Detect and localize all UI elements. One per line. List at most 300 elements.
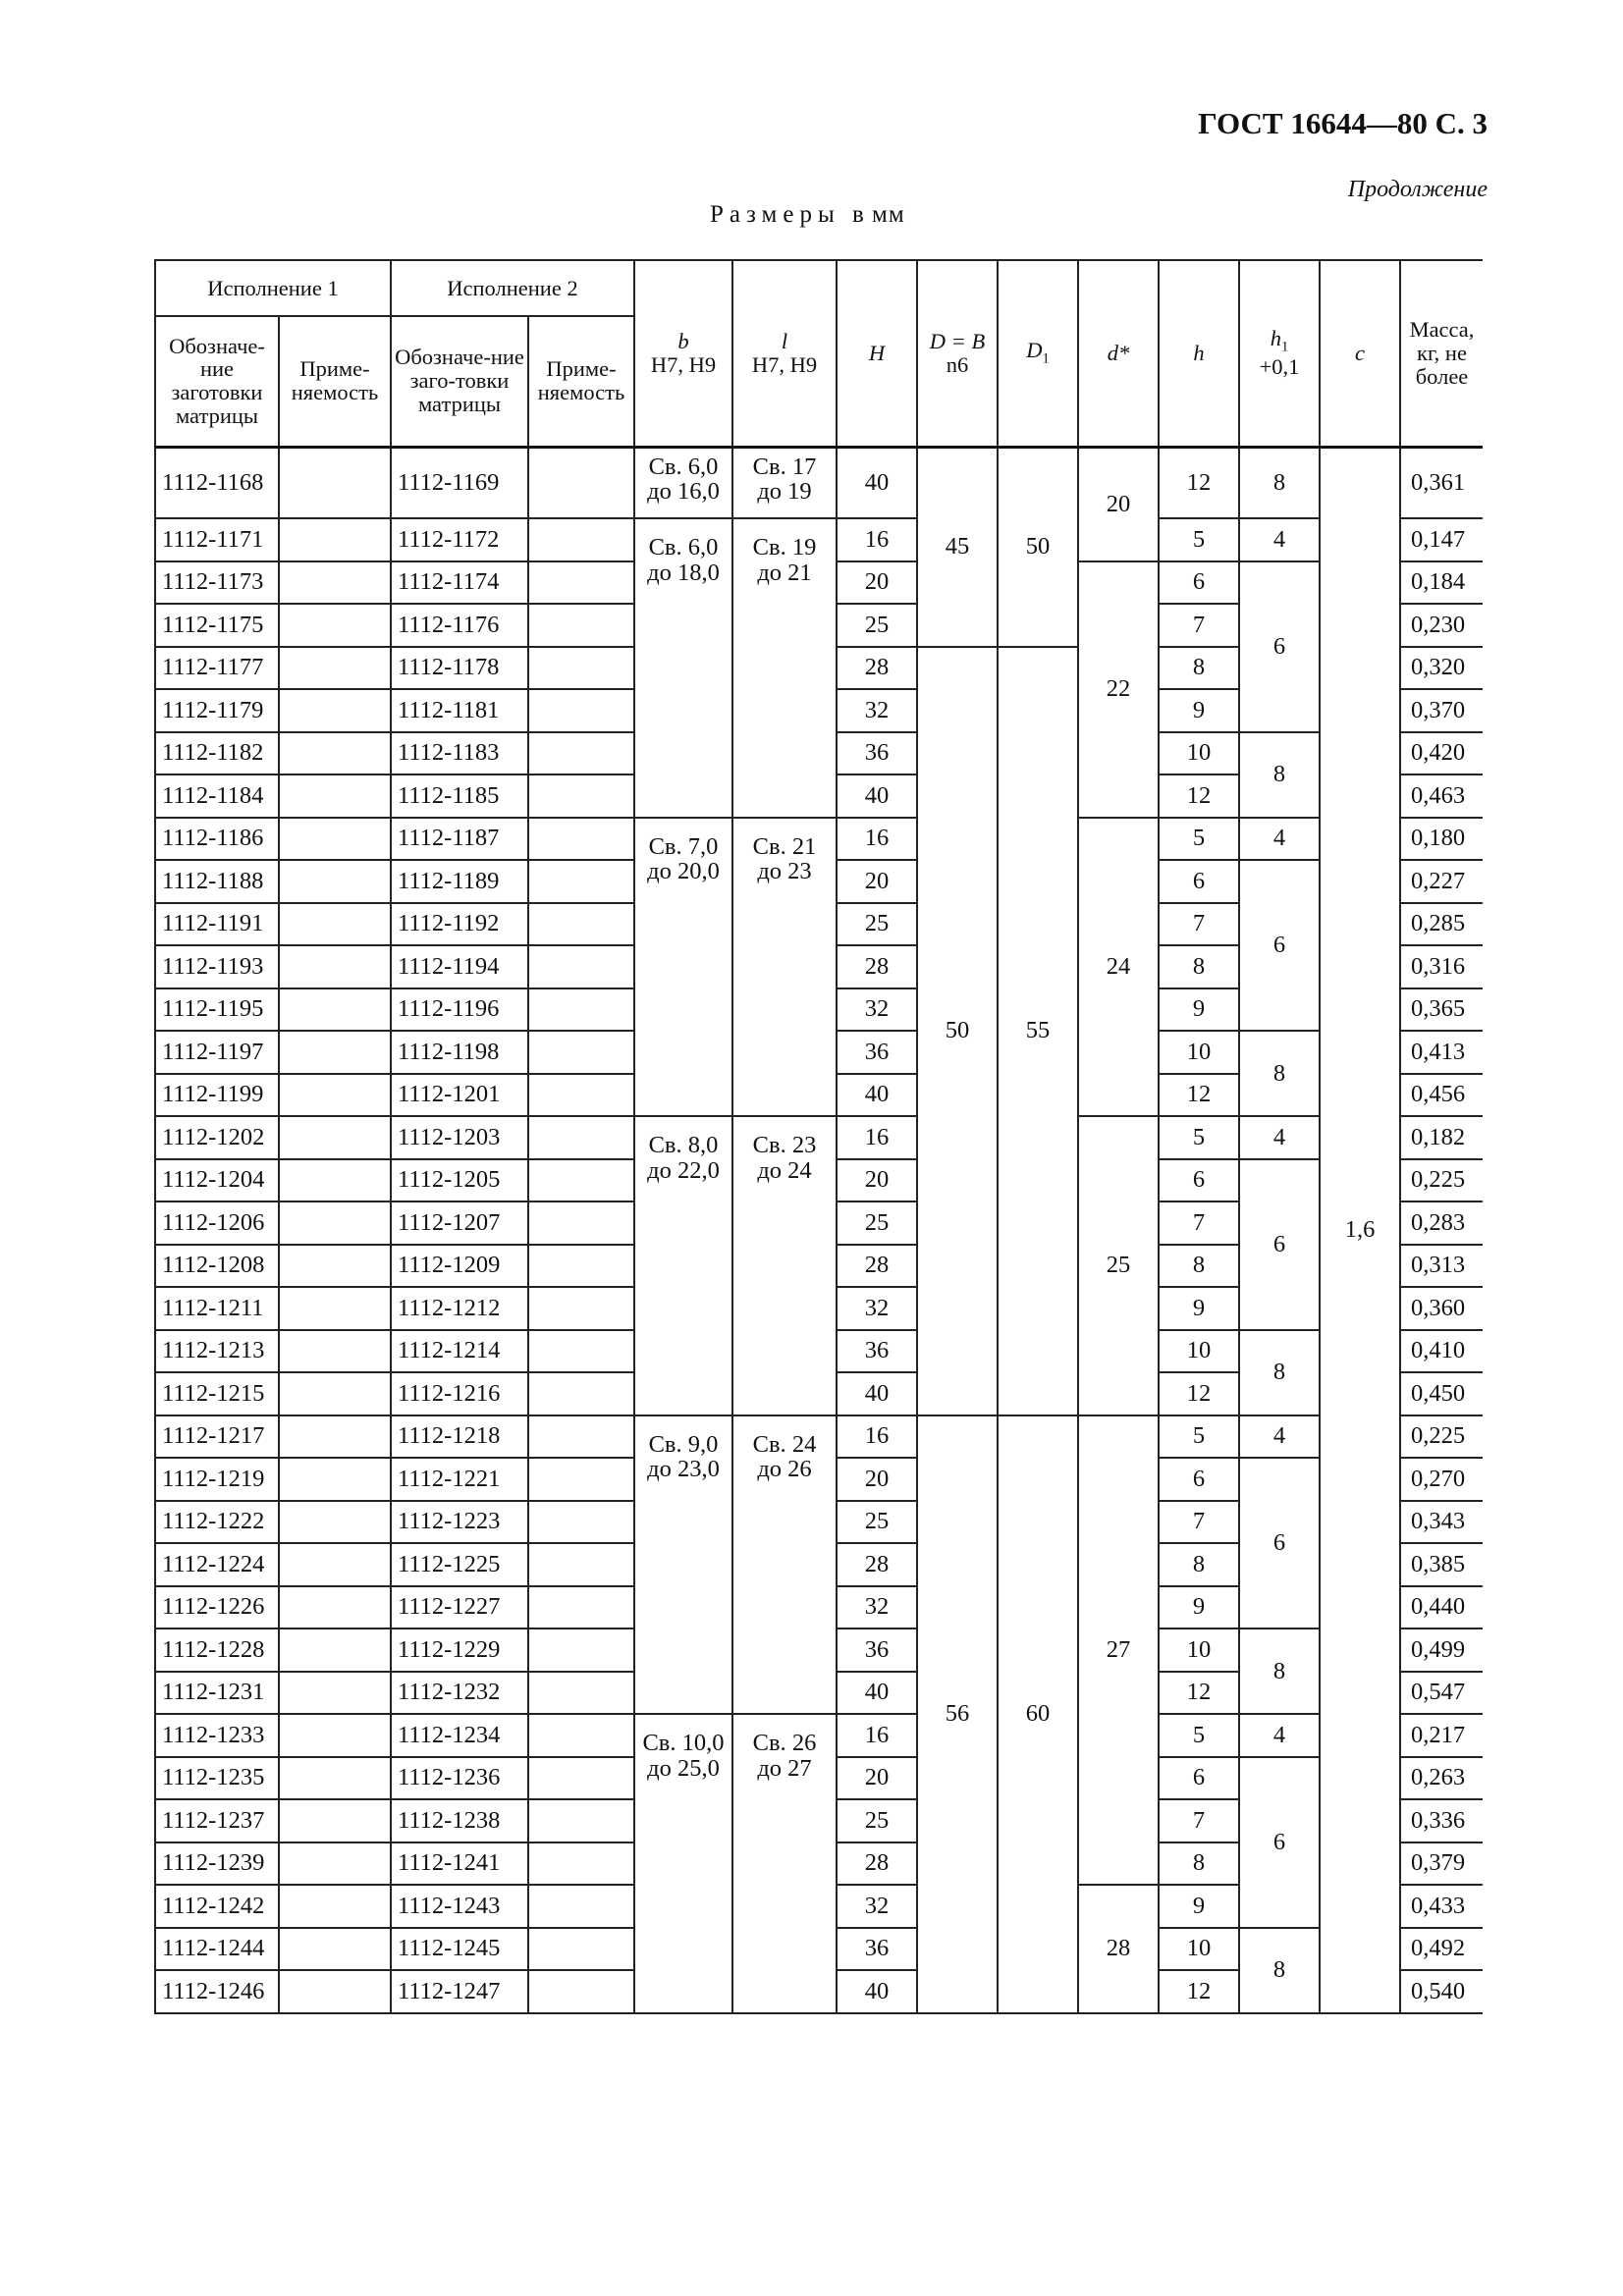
dimensions-unit: в мм	[852, 201, 905, 228]
b-range-from: Св. 9,0	[648, 1430, 719, 1458]
b-range-from: Св. 6,0	[648, 453, 719, 480]
mass-cell: 0,343	[1400, 1501, 1483, 1544]
mass-cell: 0,440	[1400, 1586, 1483, 1629]
designation-1-cell: 1112-1237	[155, 1799, 279, 1842]
applicability-2-cell	[528, 1970, 634, 2013]
col-header-b	[634, 260, 732, 447]
designation-2-cell: 1112-1172	[391, 518, 528, 561]
H-cell: 25	[837, 903, 917, 946]
designation-2-cell: 1112-1203	[391, 1116, 528, 1159]
mass-cell: 0,413	[1400, 1031, 1483, 1074]
l-range-from: Св. 19	[752, 534, 817, 561]
applicability-2-cell	[528, 1672, 634, 1715]
designation-2-cell: 1112-1185	[391, 774, 528, 818]
b-range-to: до 18,0	[647, 559, 720, 586]
mass-cell: 0,313	[1400, 1245, 1483, 1288]
applicability-2-cell	[528, 689, 634, 732]
D1-cell: 55	[998, 647, 1078, 1415]
H-cell: 32	[837, 988, 917, 1032]
b-range-cell	[634, 818, 732, 1117]
applicability-1-cell	[279, 774, 391, 818]
designation-2-cell: 1112-1178	[391, 647, 528, 690]
applicability-1-cell	[279, 518, 391, 561]
applicability-2-cell	[528, 1159, 634, 1202]
H-cell: 28	[837, 1543, 917, 1586]
designation-1-cell: 1112-1171	[155, 518, 279, 561]
applicability-2-cell	[528, 1885, 634, 1928]
col-header-D-B	[917, 260, 998, 447]
designation-2-cell: 1112-1232	[391, 1672, 528, 1715]
mass-cell: 0,336	[1400, 1799, 1483, 1842]
D-B-cell: 50	[917, 647, 998, 1415]
applicability-1-cell	[279, 945, 391, 988]
mass-cell: 0,379	[1400, 1842, 1483, 1886]
applicability-1-cell	[279, 1842, 391, 1886]
applicability-2-cell	[528, 1074, 634, 1117]
designation-1-cell: 1112-1222	[155, 1501, 279, 1544]
h-cell: 9	[1159, 689, 1239, 732]
designation-2-cell: 1112-1218	[391, 1415, 528, 1459]
H-cell: 40	[837, 1372, 917, 1415]
designation-2-cell: 1112-1227	[391, 1586, 528, 1629]
h-cell: 6	[1159, 561, 1239, 605]
designation-2-cell: 1112-1214	[391, 1330, 528, 1373]
applicability-1-cell	[279, 1970, 391, 2013]
applicability-2-cell	[528, 1714, 634, 1757]
applicability-1-cell	[279, 1458, 391, 1501]
applicability-1-cell	[279, 1629, 391, 1672]
dimensions-caption	[710, 201, 905, 229]
H-cell: 25	[837, 1799, 917, 1842]
applicability-1-cell	[279, 818, 391, 861]
H-cell: 16	[837, 1415, 917, 1459]
designation-1-cell: 1112-1242	[155, 1885, 279, 1928]
col-header-designation-1: Обозначе-ние заготовки матрицы	[155, 316, 279, 447]
H-cell: 25	[837, 1501, 917, 1544]
designation-2-cell: 1112-1207	[391, 1201, 528, 1245]
h-cell: 8	[1159, 1245, 1239, 1288]
applicability-1-cell	[279, 1372, 391, 1415]
mass-cell: 0,433	[1400, 1885, 1483, 1928]
H-cell: 20	[837, 561, 917, 605]
b-range-cell	[634, 518, 732, 818]
d-cell: 27	[1078, 1415, 1159, 1886]
table-row	[155, 1116, 1483, 1159]
designation-1-cell: 1112-1215	[155, 1372, 279, 1415]
applicability-1-cell	[279, 1031, 391, 1074]
document-header-gost: ГОСТ 16644—80 С. 3	[1198, 106, 1488, 140]
H-cell: 32	[837, 1885, 917, 1928]
h-cell: 8	[1159, 1842, 1239, 1886]
col-header-l	[732, 260, 837, 447]
designation-1-cell: 1112-1179	[155, 689, 279, 732]
applicability-2-cell	[528, 1372, 634, 1415]
H-cell: 40	[837, 1074, 917, 1117]
h-cell: 7	[1159, 604, 1239, 647]
H-cell: 25	[837, 1201, 917, 1245]
applicability-2-cell	[528, 1757, 634, 1800]
mass-cell: 0,263	[1400, 1757, 1483, 1800]
h-cell: 12	[1159, 1672, 1239, 1715]
D-B-cell: 56	[917, 1415, 998, 2013]
l-range-to: до 19	[757, 478, 812, 506]
b-range-to: до 20,0	[647, 858, 720, 885]
applicability-1-cell	[279, 561, 391, 605]
designation-2-cell: 1112-1236	[391, 1757, 528, 1800]
b-range-from: Св. 6,0	[648, 534, 719, 561]
d-cell: 22	[1078, 561, 1159, 818]
mass-cell: 0,360	[1400, 1287, 1483, 1330]
l-range-from: Св. 21	[752, 832, 817, 860]
designation-2-cell: 1112-1183	[391, 732, 528, 775]
designation-1-cell: 1112-1224	[155, 1543, 279, 1586]
h-cell: 9	[1159, 1885, 1239, 1928]
applicability-1-cell	[279, 988, 391, 1032]
applicability-1-cell	[279, 1885, 391, 1928]
applicability-2-cell	[528, 1842, 634, 1886]
table-body	[155, 447, 1483, 2013]
applicability-2-cell	[528, 447, 634, 518]
mass-cell: 0,370	[1400, 689, 1483, 732]
l-range-from: Св. 23	[752, 1132, 817, 1158]
D-B-cell: 45	[917, 447, 998, 647]
designation-1-cell: 1112-1197	[155, 1031, 279, 1074]
h-cell: 7	[1159, 1201, 1239, 1245]
applicability-1-cell	[279, 689, 391, 732]
H-cell: 36	[837, 732, 917, 775]
H-cell: 40	[837, 1970, 917, 2013]
applicability-2-cell	[528, 1458, 634, 1501]
l-range-to: до 21	[757, 559, 812, 586]
applicability-1-cell	[279, 1799, 391, 1842]
designation-1-cell: 1112-1182	[155, 732, 279, 775]
h1-symbol: h	[1270, 326, 1281, 351]
designation-2-cell: 1112-1187	[391, 818, 528, 861]
designation-1-cell: 1112-1204	[155, 1159, 279, 1202]
designation-1-cell: 1112-1202	[155, 1116, 279, 1159]
mass-cell: 0,420	[1400, 732, 1483, 775]
applicability-1-cell	[279, 647, 391, 690]
applicability-1-cell	[279, 1586, 391, 1629]
l-tolerance: H7, H9	[751, 351, 818, 377]
applicability-2-cell	[528, 1201, 634, 1245]
mass-cell: 0,410	[1400, 1330, 1483, 1373]
h1-cell: 6	[1239, 561, 1320, 732]
applicability-2-cell	[528, 818, 634, 861]
h-cell: 6	[1159, 1159, 1239, 1202]
designation-1-cell: 1112-1233	[155, 1714, 279, 1757]
h-cell: 10	[1159, 1330, 1239, 1373]
designation-2-cell: 1112-1225	[391, 1543, 528, 1586]
H-cell: 16	[837, 518, 917, 561]
applicability-2-cell	[528, 732, 634, 775]
H-cell: 40	[837, 1672, 917, 1715]
h1-cell: 4	[1239, 1415, 1320, 1459]
table-row	[155, 518, 1483, 561]
designation-1-cell: 1112-1213	[155, 1330, 279, 1373]
b-range-cell	[634, 1415, 732, 1715]
H-cell: 36	[837, 1928, 917, 1971]
applicability-2-cell	[528, 1586, 634, 1629]
col-header-mass: Масса, кг, не более	[1400, 260, 1483, 447]
applicability-2-cell	[528, 1415, 634, 1459]
designation-2-cell: 1112-1209	[391, 1245, 528, 1288]
designation-2-cell: 1112-1174	[391, 561, 528, 605]
applicability-1-cell	[279, 860, 391, 903]
H-cell: 20	[837, 1757, 917, 1800]
mass-cell: 0,463	[1400, 774, 1483, 818]
l-range-cell	[732, 818, 837, 1117]
mass-cell: 0,385	[1400, 1543, 1483, 1586]
applicability-1-cell	[279, 1672, 391, 1715]
H-cell: 32	[837, 689, 917, 732]
designation-2-cell: 1112-1234	[391, 1714, 528, 1757]
applicability-1-cell	[279, 1116, 391, 1159]
designation-2-cell: 1112-1198	[391, 1031, 528, 1074]
h-cell: 5	[1159, 1714, 1239, 1757]
D1-symbol: D	[1026, 338, 1043, 363]
h-cell: 9	[1159, 1287, 1239, 1330]
b-range-cell	[634, 447, 732, 518]
h-cell: 7	[1159, 1799, 1239, 1842]
H-cell: 20	[837, 860, 917, 903]
applicability-2-cell	[528, 860, 634, 903]
applicability-2-cell	[528, 945, 634, 988]
designation-2-cell: 1112-1201	[391, 1074, 528, 1117]
l-range-cell	[732, 518, 837, 818]
h-cell: 10	[1159, 1031, 1239, 1074]
designation-2-cell: 1112-1196	[391, 988, 528, 1032]
applicability-2-cell	[528, 1245, 634, 1288]
H-cell: 25	[837, 604, 917, 647]
mass-cell: 0,270	[1400, 1458, 1483, 1501]
applicability-1-cell	[279, 1201, 391, 1245]
b-range-cell	[634, 1714, 732, 2013]
h1-cell: 8	[1239, 447, 1320, 518]
applicability-1-cell	[279, 1757, 391, 1800]
designation-1-cell: 1112-1199	[155, 1074, 279, 1117]
l-range-from: Св. 26	[752, 1730, 817, 1756]
h1-cell: 4	[1239, 1116, 1320, 1159]
designation-2-cell: 1112-1221	[391, 1458, 528, 1501]
designation-2-cell: 1112-1176	[391, 604, 528, 647]
h-cell: 5	[1159, 818, 1239, 861]
applicability-1-cell	[279, 1415, 391, 1459]
h-cell: 8	[1159, 945, 1239, 988]
applicability-2-cell	[528, 604, 634, 647]
b-range-to: до 23,0	[647, 1456, 720, 1483]
d-cell: 24	[1078, 818, 1159, 1117]
col-header-applicability-2: Приме-няемость	[528, 316, 634, 447]
dimensions-word: Размеры	[710, 201, 840, 228]
designation-2-cell: 1112-1238	[391, 1799, 528, 1842]
h1-cell: 6	[1239, 1458, 1320, 1629]
h-cell: 5	[1159, 518, 1239, 561]
h1-cell: 8	[1239, 732, 1320, 818]
designation-1-cell: 1112-1246	[155, 1970, 279, 2013]
designation-2-cell: 1112-1194	[391, 945, 528, 988]
applicability-2-cell	[528, 647, 634, 690]
d-cell: 28	[1078, 1885, 1159, 2013]
h1-tolerance: +0,1	[1259, 354, 1300, 380]
b-tolerance: H7, H9	[650, 351, 717, 377]
dimensions-table	[154, 259, 1483, 2014]
applicability-2-cell	[528, 903, 634, 946]
designation-1-cell: 1112-1184	[155, 774, 279, 818]
H-cell: 28	[837, 647, 917, 690]
designation-2-cell: 1112-1205	[391, 1159, 528, 1202]
col-header-h1	[1239, 260, 1320, 447]
d-cell: 20	[1078, 447, 1159, 561]
designation-2-cell: 1112-1245	[391, 1928, 528, 1971]
designation-1-cell: 1112-1228	[155, 1629, 279, 1672]
l-range-to: до 26	[757, 1456, 812, 1483]
table-row	[155, 1415, 1483, 1459]
col-header-applicability-1: Приме-няемость	[279, 316, 391, 447]
applicability-1-cell	[279, 732, 391, 775]
designation-1-cell: 1112-1188	[155, 860, 279, 903]
designation-1-cell: 1112-1186	[155, 818, 279, 861]
l-range-cell	[732, 1714, 837, 2013]
applicability-2-cell	[528, 774, 634, 818]
H-cell: 36	[837, 1330, 917, 1373]
applicability-2-cell	[528, 988, 634, 1032]
mass-cell: 0,499	[1400, 1629, 1483, 1672]
mass-cell: 0,230	[1400, 604, 1483, 647]
designation-1-cell: 1112-1235	[155, 1757, 279, 1800]
D-B-tolerance: n6	[946, 351, 969, 377]
applicability-1-cell	[279, 903, 391, 946]
H-cell: 16	[837, 1116, 917, 1159]
mass-cell: 0,450	[1400, 1372, 1483, 1415]
applicability-2-cell	[528, 1799, 634, 1842]
applicability-2-cell	[528, 518, 634, 561]
applicability-2-cell	[528, 1629, 634, 1672]
l-range-cell	[732, 1415, 837, 1715]
b-range-from: Св. 7,0	[648, 832, 719, 860]
h1-cell: 8	[1239, 1629, 1320, 1714]
h1-cell: 8	[1239, 1330, 1320, 1415]
applicability-1-cell	[279, 447, 391, 518]
l-range-to: до 27	[757, 1754, 812, 1782]
applicability-2-cell	[528, 1116, 634, 1159]
h-cell: 12	[1159, 447, 1239, 518]
l-range-to: до 24	[757, 1156, 812, 1184]
h-cell: 8	[1159, 647, 1239, 690]
h-cell: 6	[1159, 860, 1239, 903]
designation-1-cell: 1112-1193	[155, 945, 279, 988]
designation-2-cell: 1112-1223	[391, 1501, 528, 1544]
col-header-D1	[998, 260, 1078, 447]
l-range-to: до 23	[757, 858, 812, 885]
designation-1-cell: 1112-1177	[155, 647, 279, 690]
l-symbol: l	[781, 328, 788, 353]
designation-1-cell: 1112-1226	[155, 1586, 279, 1629]
l-range-from: Св. 24	[752, 1430, 817, 1458]
h1-cell: 8	[1239, 1928, 1320, 2013]
H-cell: 36	[837, 1629, 917, 1672]
h1-cell: 6	[1239, 1159, 1320, 1330]
applicability-2-cell	[528, 1501, 634, 1544]
D1-cell: 50	[998, 447, 1078, 647]
designation-1-cell: 1112-1173	[155, 561, 279, 605]
H-cell: 20	[837, 1159, 917, 1202]
col-header-c: c	[1320, 260, 1400, 447]
applicability-2-cell	[528, 1928, 634, 1971]
designation-2-cell: 1112-1181	[391, 689, 528, 732]
mass-cell: 0,456	[1400, 1074, 1483, 1117]
h-cell: 12	[1159, 774, 1239, 818]
h-cell: 10	[1159, 1629, 1239, 1672]
h1-cell: 6	[1239, 860, 1320, 1031]
h-cell: 7	[1159, 1501, 1239, 1544]
applicability-1-cell	[279, 604, 391, 647]
H-cell: 20	[837, 1458, 917, 1501]
D1-cell: 60	[998, 1415, 1078, 2013]
b-range-to: до 22,0	[647, 1156, 720, 1184]
h-cell: 9	[1159, 988, 1239, 1032]
designation-1-cell: 1112-1217	[155, 1415, 279, 1459]
mass-cell: 0,217	[1400, 1714, 1483, 1757]
b-range-cell	[634, 1116, 732, 1415]
h-cell: 9	[1159, 1586, 1239, 1629]
applicability-2-cell	[528, 1031, 634, 1074]
designation-1-cell: 1112-1239	[155, 1842, 279, 1886]
mass-cell: 0,547	[1400, 1672, 1483, 1715]
h-cell: 8	[1159, 1543, 1239, 1586]
designation-2-cell: 1112-1169	[391, 447, 528, 518]
mass-cell: 0,361	[1400, 447, 1483, 518]
h1-cell: 6	[1239, 1757, 1320, 1928]
applicability-1-cell	[279, 1928, 391, 1971]
designation-2-cell: 1112-1243	[391, 1885, 528, 1928]
h1-cell: 8	[1239, 1031, 1320, 1116]
designation-1-cell: 1112-1191	[155, 903, 279, 946]
designation-1-cell: 1112-1231	[155, 1672, 279, 1715]
mass-cell: 0,147	[1400, 518, 1483, 561]
mass-cell: 0,316	[1400, 945, 1483, 988]
designation-1-cell: 1112-1195	[155, 988, 279, 1032]
h1-subscript: 1	[1280, 339, 1289, 355]
applicability-1-cell	[279, 1287, 391, 1330]
applicability-2-cell	[528, 1287, 634, 1330]
designation-2-cell: 1112-1216	[391, 1372, 528, 1415]
l-range-cell	[732, 1116, 837, 1415]
applicability-1-cell	[279, 1543, 391, 1586]
H-cell: 16	[837, 818, 917, 861]
designation-1-cell: 1112-1219	[155, 1458, 279, 1501]
mass-cell: 0,540	[1400, 1970, 1483, 2013]
designation-1-cell: 1112-1211	[155, 1287, 279, 1330]
b-range-to: до 16,0	[647, 478, 720, 506]
execution-2-header: Исполнение 2	[391, 260, 634, 316]
h-cell: 10	[1159, 1928, 1239, 1971]
execution-1-header: Исполнение 1	[155, 260, 391, 316]
applicability-1-cell	[279, 1245, 391, 1288]
col-header-designation-2: Обозначе-ние заго-товки матрицы	[391, 316, 528, 447]
h-cell: 10	[1159, 732, 1239, 775]
H-cell: 40	[837, 447, 917, 518]
col-header-h: h	[1159, 260, 1239, 447]
designation-1-cell: 1112-1208	[155, 1245, 279, 1288]
H-cell: 32	[837, 1586, 917, 1629]
h-cell: 6	[1159, 1458, 1239, 1501]
mass-cell: 0,320	[1400, 647, 1483, 690]
d-cell: 25	[1078, 1116, 1159, 1415]
applicability-1-cell	[279, 1074, 391, 1117]
applicability-1-cell	[279, 1501, 391, 1544]
table-row	[155, 447, 1483, 518]
